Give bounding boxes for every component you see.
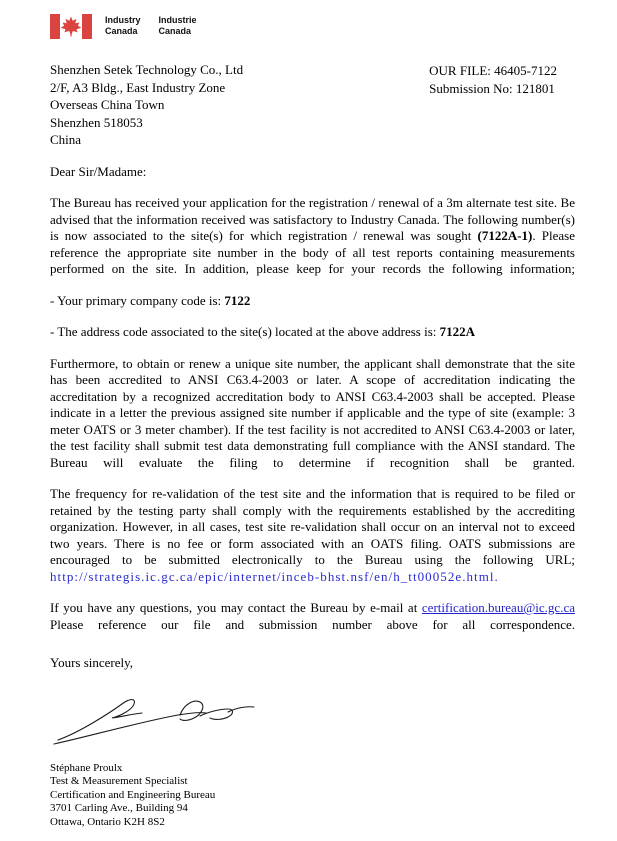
recipient-company: Shenzhen Setek Technology Co., Ltd: [50, 62, 244, 77]
body-text: - Your primary company code is:: [50, 292, 225, 308]
government-signature: [50, 14, 575, 39]
handwritten-signature: [50, 682, 280, 752]
body-text: - The address code associated to the site(s) located at the above address is:: [50, 324, 440, 339]
address-and-file-row: [50, 61, 575, 149]
closing: Yours sincerely,: [50, 655, 134, 670]
body-text: . Please reference the appropriate site number in the body of all test reports containing measurements performed on the site. In addition, please keep for your records the following information;: [50, 228, 575, 276]
highlighted-code: 7122A: [439, 324, 476, 339]
wordmark-fr-line2: Canada: [158, 26, 192, 36]
paragraph-contact: [50, 600, 575, 633]
canada-flag-icon: [50, 14, 92, 39]
bullet-company-code: [50, 293, 575, 310]
highlighted-code: 7122: [224, 292, 251, 308]
paragraph-revalidation: [50, 486, 575, 585]
paragraph-accreditation: [50, 356, 575, 472]
signer-org: Certification and Engineering Bureau: [50, 788, 216, 801]
email-link[interactable]: certification.bureau@ic.gc.ca: [421, 600, 575, 615]
body-text: The frequency for re-validation of the test site and the information that is required to be filed or retained by the testing party shall comply with the requirements established by the accrediting organization. However, in all cases, test site re-validation shall occur on an interval not to exceed two years. There is no fee or form associated with an OATS filing. OATS submissions are encouraged to be submitted electronically to the Bureau using the following URL;: [50, 486, 575, 567]
our-file-number: OUR FILE: 46405-7122: [429, 63, 557, 78]
body-text: Furthermore, to obtain or renew a unique site number, the applicant shall demonstrate that the site has been accredited to ANSI C63.4-2003 or later. A scope of accreditation indicating the accreditation by a recognized accreditation body to ANSI C63.4-2003 shall be accepted. Please indicate in a letter the previous assigned site number if applicable and the type of site (example: 3 meter OATS or 3 meter chamber). If the test facility is not accredited to ANSI C63.4-2003 or later, the test facility shall submit test data demonstrating full compliance with the ANSI standard. The Bureau will evaluate the filing to determine if recognition shall be granted.: [50, 355, 575, 470]
wordmark-english: [105, 15, 141, 37]
recipient-district: Overseas China Town: [50, 97, 165, 112]
wordmark-en-line1: Industry: [105, 15, 141, 25]
recipient-city: Shenzhen 518053: [50, 114, 143, 130]
oats-submission-url-link[interactable]: http://strategis.ic.gc.ca/epic/internet/inceb-bhst.nsf/en/h_tt00052e.html.: [50, 568, 499, 584]
signer-city: Ottawa, Ontario K2H 8S2: [50, 815, 165, 828]
signature-area: [50, 682, 575, 754]
wordmark-french: [159, 15, 197, 37]
bullet-address-code: [50, 324, 575, 341]
department-wordmark: [105, 15, 197, 37]
recipient-street: 2/F, A3 Bldg., East Industry Zone: [50, 79, 226, 95]
submission-number: Submission No: 121801: [429, 81, 555, 96]
signer-street: 3701 Carling Ave., Building 94: [50, 802, 188, 814]
signer-name: Stéphane Proulx: [50, 761, 123, 774]
recipient-address: [50, 61, 243, 149]
body-text: The Bureau has received your application for the registration / renewal of a 3m alternate test site. Be advised that the information received was satisfactory to Industry Canada. The following number(s) is now associated to the site(s) for which registration / renewal was sought: [50, 195, 575, 243]
wordmark-en-line2: Canada: [105, 26, 138, 36]
file-info: [429, 62, 575, 149]
body-text: If you have any questions, you may contact the Bureau by e-mail at: [50, 600, 422, 615]
body-text: Please reference our file and submission number above for all correspondence.: [50, 616, 575, 632]
salutation: Dear Sir/Madame:: [50, 163, 147, 179]
recipient-country: China: [50, 132, 82, 147]
signer-title: Test & Measurement Specialist: [50, 775, 188, 787]
signer-block: [50, 762, 575, 830]
paragraph-application-received: [50, 195, 575, 278]
wordmark-fr-line1: Industrie: [158, 15, 197, 25]
highlighted-code: (7122A-1): [477, 228, 533, 243]
